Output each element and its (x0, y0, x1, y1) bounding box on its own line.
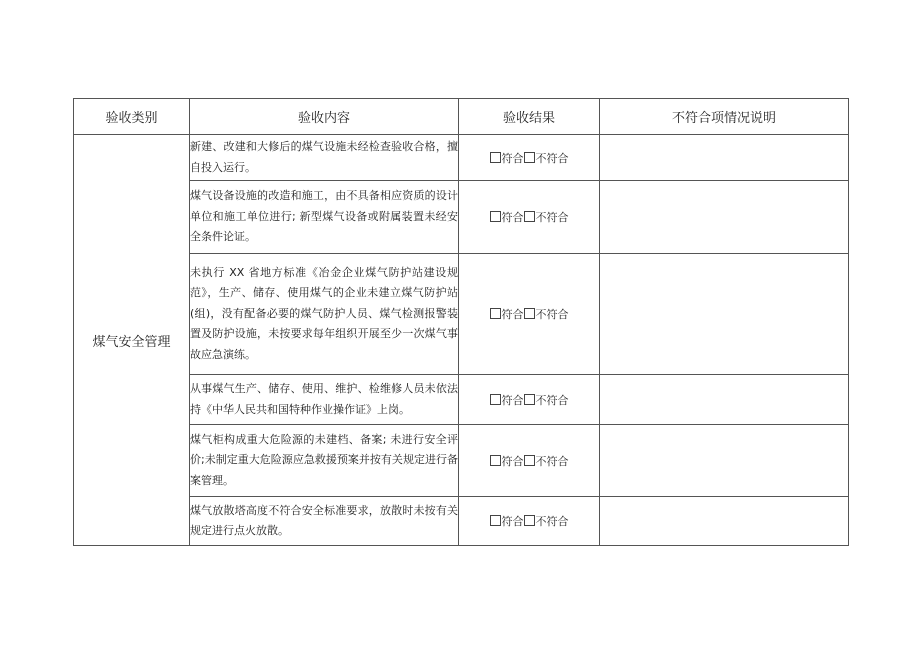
option-label: 不符合 (535, 515, 569, 528)
table-row (74, 181, 849, 254)
result-cell (459, 375, 600, 425)
notes-cell[interactable] (600, 254, 849, 375)
checkbox-icon[interactable] (524, 394, 535, 405)
option-conform[interactable] (490, 209, 524, 225)
table-row (74, 135, 849, 181)
content-cell: 未执行 XX 省地方标准《冶金企业煤气防护站建设规范》，生产、储存、使用煤气的企业未建立煤气防护站(组)，没有配备必要的煤气防护人员、煤气检测报警装置及防护设施，未按要求每年组织开展至少一次煤气事故应急演练。 (190, 254, 459, 375)
notes-cell[interactable] (600, 425, 849, 497)
option-label: 不符合 (535, 393, 569, 407)
category-cell: 煤气安全管理 (74, 135, 190, 546)
checkbox-icon[interactable] (524, 152, 535, 163)
result-cell (459, 497, 600, 546)
content-cell: 从事煤气生产、储存、使用、维护、检维修人员未依法持《中华人民共和国特种作业操作证》上岗。 (190, 375, 459, 425)
option-nonconform[interactable] (524, 453, 569, 469)
checkbox-icon[interactable] (490, 515, 501, 526)
notes-cell[interactable] (600, 497, 849, 546)
option-label: 不符合 (535, 211, 569, 224)
checkbox-icon[interactable] (490, 211, 501, 222)
notes-cell[interactable] (600, 181, 849, 254)
acceptance-table (73, 98, 849, 546)
option-label: 符合 (501, 151, 524, 165)
header-category: 验收类别 (74, 99, 190, 135)
checkbox-icon[interactable] (524, 515, 535, 526)
option-conform[interactable] (490, 392, 524, 408)
option-label: 符合 (501, 393, 524, 407)
table-row (74, 425, 849, 497)
header-row (74, 99, 849, 135)
option-nonconform[interactable] (524, 306, 569, 322)
notes-cell[interactable] (600, 135, 849, 181)
option-nonconform[interactable] (524, 209, 569, 225)
checkbox-icon[interactable] (524, 455, 535, 466)
option-conform[interactable] (490, 453, 524, 469)
result-cell (459, 425, 600, 497)
option-label: 不符合 (535, 454, 569, 468)
content-cell: 煤气柜构成重大危险源的未建档、备案; 未进行安全评价;未制定重大危险源应急救援预案并按有关规定进行备案管理。 (190, 425, 459, 497)
option-label: 符合 (501, 454, 524, 468)
table-row (74, 254, 849, 375)
result-cell (459, 135, 600, 181)
option-conform[interactable] (490, 150, 524, 166)
header-content: 验收内容 (190, 99, 459, 135)
option-nonconform[interactable] (524, 513, 569, 529)
header-result: 验收结果 (459, 99, 600, 135)
table-row (74, 375, 849, 425)
option-conform[interactable] (490, 513, 524, 529)
content-cell: 煤气设备设施的改造和施工，由不具备相应资质的设计单位和施工单位进行; 新型煤气设备或附属装置未经安全条件论证。 (190, 181, 459, 254)
option-label: 不符合 (535, 308, 569, 321)
option-conform[interactable] (490, 306, 524, 322)
header-notes: 不符合项情况说明 (600, 99, 849, 135)
checkbox-icon[interactable] (490, 394, 501, 405)
table-row (74, 497, 849, 546)
checkbox-icon[interactable] (490, 308, 501, 319)
option-label: 符合 (501, 211, 524, 224)
checkbox-icon[interactable] (490, 455, 501, 466)
content-cell: 煤气放散塔高度不符合安全标准要求，放散时未按有关规定进行点火放散。 (190, 497, 459, 546)
content-cell: 新建、改建和大修后的煤气设施未经检查验收合格，擅自投入运行。 (190, 135, 459, 181)
option-label: 符合 (501, 515, 524, 528)
checkbox-icon[interactable] (490, 152, 501, 163)
option-nonconform[interactable] (524, 150, 569, 166)
checkbox-icon[interactable] (524, 211, 535, 222)
option-label: 符合 (501, 308, 524, 321)
option-label: 不符合 (535, 151, 569, 165)
checkbox-icon[interactable] (524, 308, 535, 319)
notes-cell[interactable] (600, 375, 849, 425)
option-nonconform[interactable] (524, 392, 569, 408)
result-cell (459, 181, 600, 254)
result-cell (459, 254, 600, 375)
